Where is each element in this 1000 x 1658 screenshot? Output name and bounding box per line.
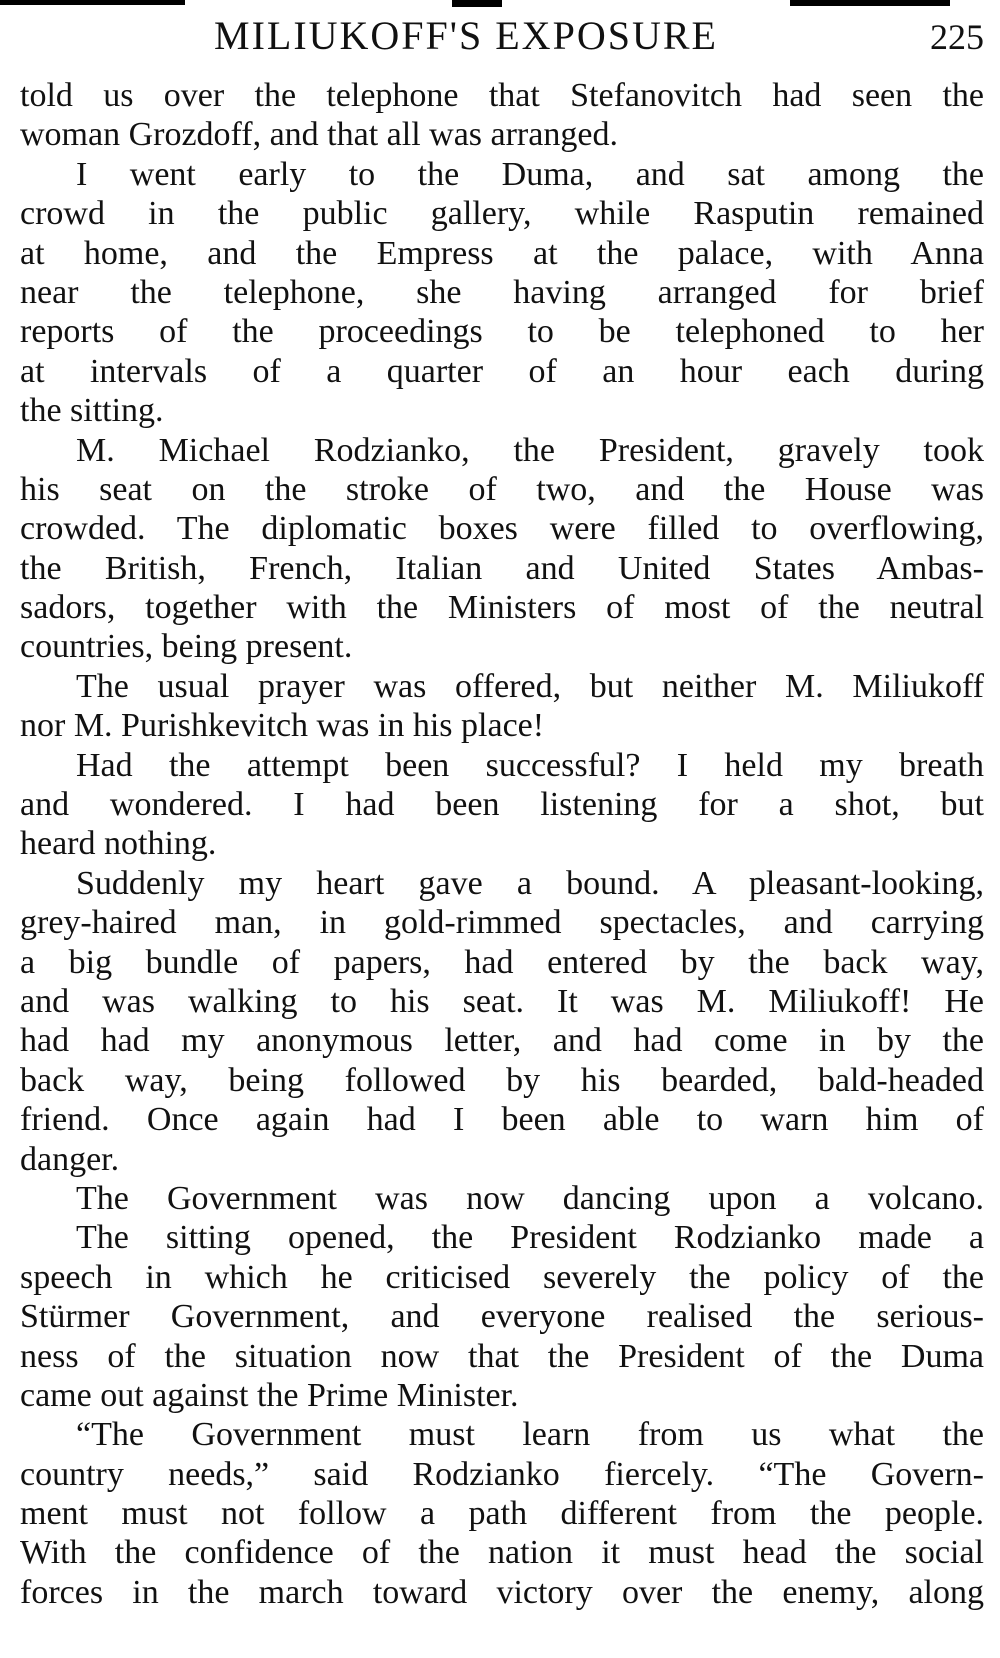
text-line: speech in which he criticised severely the policy of the (20, 1258, 984, 1296)
running-title: MILIUKOFF'S EXPOSURE (214, 13, 718, 58)
text-line: The usual prayer was offered, but neither M. Miliukoff (76, 667, 984, 705)
text-line: at intervals of a quarter of an hour each during (20, 352, 984, 390)
text-line: at home, and the Empress at the palace, with Anna (20, 234, 984, 272)
text-line: a big bundle of papers, had entered by the back way, (20, 943, 984, 981)
scan-mark-left (0, 0, 185, 5)
text-line: heard nothing. (20, 825, 217, 863)
text-line: grey-haired man, in gold-rimmed spectacles, and carrying (20, 904, 984, 942)
text-line: country needs,” said Rodzianko fiercely. “The Govern- (20, 1455, 984, 1493)
text-line: ness of the situation now that the President of the Duma (20, 1337, 984, 1375)
text-line: crowd in the public gallery, while Rasputin remained (20, 195, 984, 233)
text-line: came out against the Prime Minister. (20, 1376, 519, 1414)
text-line: woman Grozdoff, and that all was arranged. (20, 116, 618, 154)
text-line: his seat on the stroke of two, and the House was (20, 470, 984, 508)
text-line: M. Michael Rodzianko, the President, gravely took (76, 431, 984, 469)
text-line: nor M. Purishkevitch was in his place! (20, 707, 545, 745)
page-header (0, 12, 1000, 64)
text-line: I went early to the Duma, and sat among the (76, 155, 984, 193)
text-line: countries, being present. (20, 628, 353, 666)
text-line: Suddenly my heart gave a bound. A pleasant-looking, (76, 864, 984, 902)
scan-mark-center (452, 0, 502, 7)
body-text (20, 76, 984, 1612)
text-line: danger. (20, 1140, 120, 1178)
scan-mark-right (790, 0, 950, 6)
text-line: forces in the march toward victory over the enemy, along (20, 1573, 984, 1611)
text-line: “The Government must learn from us what the (76, 1416, 984, 1454)
text-line: and wondered. I had been listening for a shot, but (20, 786, 984, 824)
text-line: had had my anonymous letter, and had come in by the (20, 1022, 984, 1060)
text-line: The sitting opened, the President Rodzianko made a (76, 1219, 984, 1257)
text-line: reports of the proceedings to be telephoned to her (20, 313, 984, 351)
text-line: and was walking to his seat. It was M. Miliukoff! He (20, 982, 984, 1020)
text-line: ment must not follow a path different from the people. (20, 1495, 984, 1533)
text-line: Had the attempt been successful? I held my breath (76, 746, 984, 784)
text-line: sadors, together with the Ministers of most of the neutral (20, 589, 984, 627)
text-line: Stürmer Government, and everyone realised the serious- (20, 1298, 984, 1336)
text-line: back way, being followed by his bearded, bald-headed (20, 1061, 984, 1099)
text-line: told us over the telephone that Stefanovitch had seen the (20, 77, 984, 114)
text-line: the sitting. (20, 392, 164, 430)
text-line: The Government was now dancing upon a volcano. (76, 1179, 984, 1217)
text-line: near the telephone, she having arranged for brief (20, 273, 984, 311)
text-line: crowded. The diplomatic boxes were filled to overflowing, (20, 510, 984, 548)
text-line: With the confidence of the nation it must head the social (20, 1534, 984, 1572)
page-number: 225 (930, 17, 984, 57)
text-line: the British, French, Italian and United States Ambas- (20, 549, 984, 587)
text-line: friend. Once again had I been able to warn him of (20, 1101, 984, 1139)
